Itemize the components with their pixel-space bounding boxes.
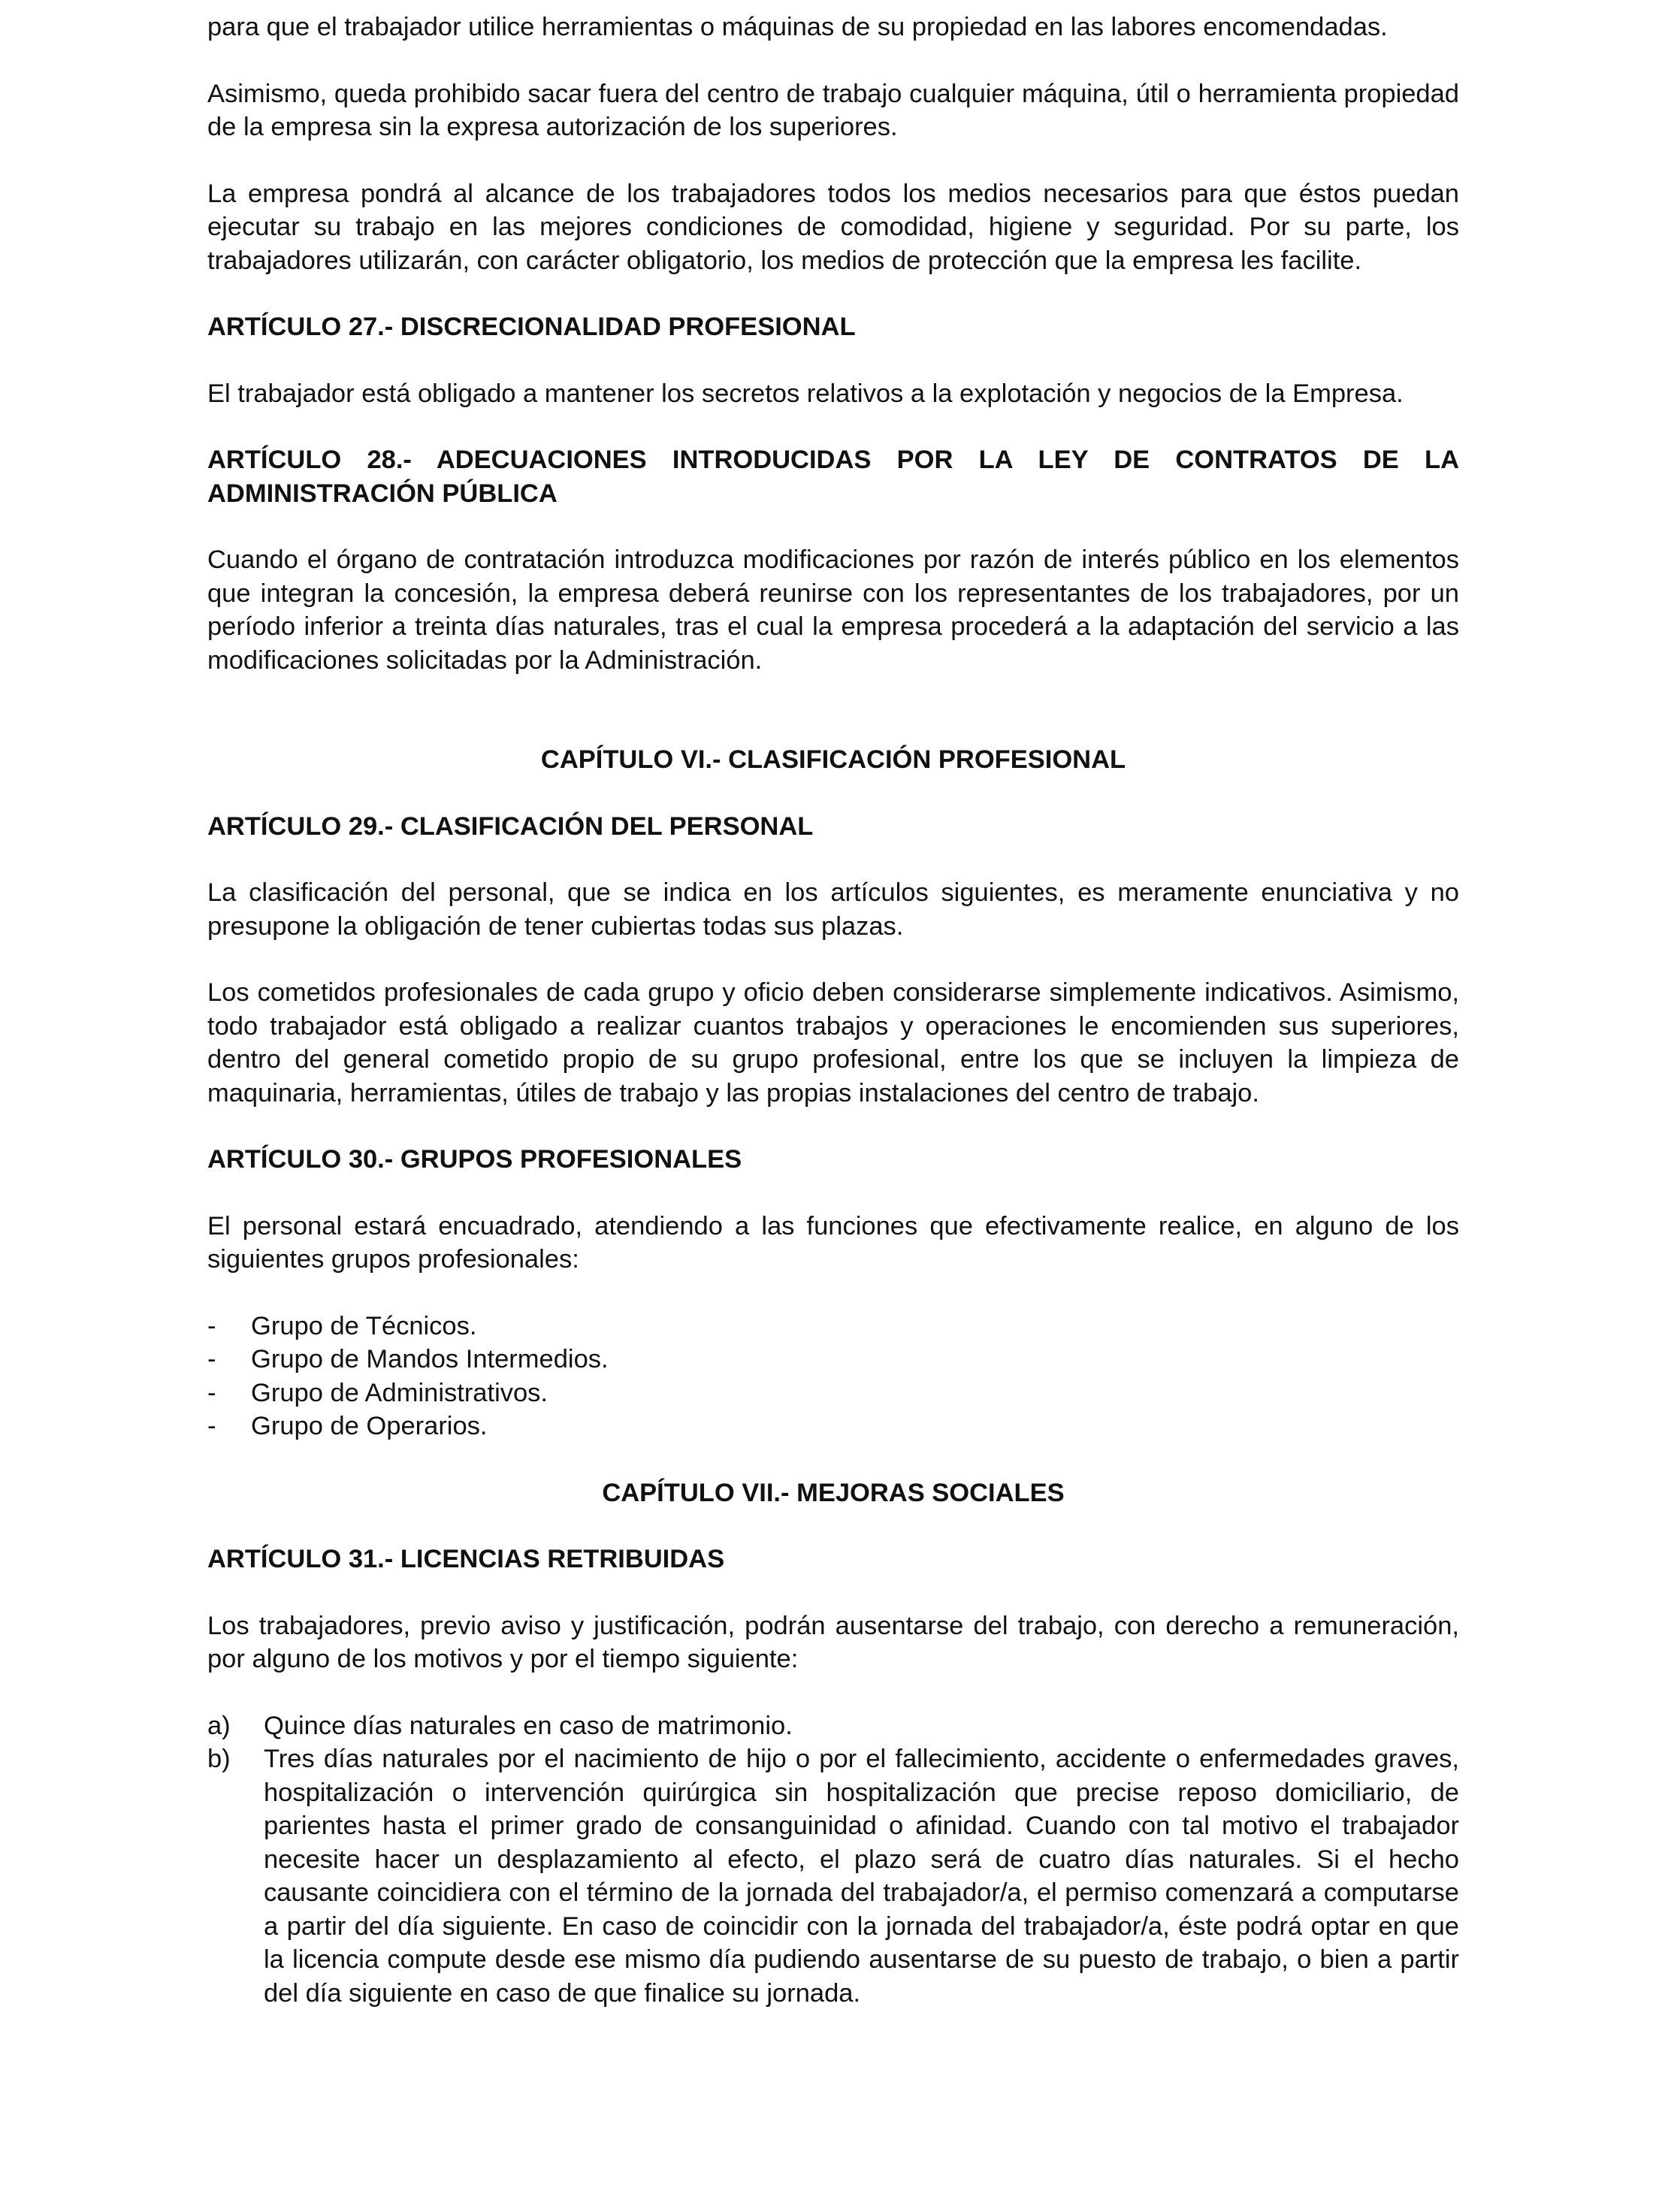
spacer — [207, 710, 1459, 743]
chapter-6-heading: CAPÍTULO VI.- CLASIFICACIÓN PROFESIONAL — [540, 745, 1126, 774]
article-31-paragraph: Los trabajadores, previo aviso y justificación, podrán ausentarse del trabajo, con derecho a remuneración, por alguno de los motivos y por el tiempo siguiente: — [207, 1611, 1459, 1673]
article-29-paragraph-2: Los cometidos profesionales de cada grupo y oficio deben considerarse simplemente indicativos. Asimismo, todo trabajador está obligado a realizar cuantos trabajos y operaciones le encomienden sus superiores, dentro del general cometido propio de su grupo profesional, entre los que se incluyen la limpieza de maquinaria, herramientas, útiles de trabajo y las propias instalaciones del centro de trabajo. — [207, 978, 1459, 1108]
paragraph-prohibition: Asimismo, queda prohibido sacar fuera del centro de trabajo cualquier máquina, útil o herramienta propiedad de la empresa sin la expresa autorización de los superiores. — [207, 79, 1459, 141]
list-item-text: Grupo de Operarios. — [251, 1412, 488, 1440]
list-item-text: Grupo de Mandos Intermedios. — [251, 1345, 609, 1373]
list-item-text: Grupo de Técnicos. — [251, 1311, 477, 1340]
dash-marker: - — [207, 1412, 216, 1440]
article-28-paragraph: Cuando el órgano de contratación introduzca modificaciones por razón de interés público en los elementos que integran la concesión, la empresa deberá reunirse con los representantes de los trabajadores, por un período inferior a treinta días naturales, tras el cual la empresa procederá a la adaptación del servicio a las modificaciones solicitadas por la Administración. — [207, 545, 1459, 675]
dash-marker: - — [207, 1378, 216, 1407]
paid-leave-list — [207, 1709, 1459, 2011]
article-27-paragraph: El trabajador está obligado a mantener los secretos relativos a la explotación y negocios de la Empresa. — [207, 379, 1404, 408]
paragraph-safety-means: La empresa pondrá al alcance de los trabajadores todos los medios necesarios para que éstos puedan ejecutar su trabajo en las mejores condiciones de comodidad, higiene y seguridad. Por su parte, los trabajadores utilizarán, con carácter obligatorio, los medios de protección que la empresa les facilite. — [207, 179, 1459, 275]
list-item — [207, 1742, 1459, 2010]
list-item-text: Tres días naturales por el nacimiento de hijo o por el fallecimiento, accidente o enfermedades graves, hospitalización o intervención quirúrgica sin hospitalización que precise reposo domiciliario, de parientes hasta el primer grado de consanguinidad o afinidad. Cuando con tal motivo el trabajador necesite hacer un desplazamiento al efecto, el plazo será de cuatro días naturales. Si el hecho causante coincidiera con el término de la jornada del trabajador/a, el permiso comenzará a computarse a partir del día siguiente. En caso de coincidir con la jornada del trabajador/a, éste podrá optar en que la licencia compute desde ese mismo día pudiendo ausentarse de su puesto de trabajo, o bien a partir del día siguiente en caso de que finalice su jornada. — [264, 1745, 1459, 2008]
article-30-heading: ARTÍCULO 30.- GRUPOS PROFESIONALES — [207, 1145, 742, 1174]
list-item — [207, 1410, 1459, 1443]
article-30-paragraph: El personal estará encuadrado, atendiendo a las funciones que efectivamente realice, en alguno de los siguientes grupos profesionales: — [207, 1211, 1459, 1274]
list-item — [207, 1709, 1459, 1743]
document-page — [207, 11, 1459, 2010]
article-29-paragraph-1: La clasificación del personal, que se indica en los artículos siguientes, es meramente enunciativa y no presupone la obligación de tener cubiertas todas sus plazas. — [207, 878, 1459, 941]
list-item — [207, 1310, 1459, 1343]
letter-marker: a) — [207, 1711, 231, 1740]
chapter-7-heading: CAPÍTULO VII.- MEJORAS SOCIALES — [602, 1478, 1065, 1507]
article-31-heading: ARTÍCULO 31.- LICENCIAS RETRIBUIDAS — [207, 1545, 725, 1573]
paragraph-tools: para que el trabajador utilice herramientas o máquinas de su propiedad en las labores encomendadas. — [207, 13, 1388, 41]
list-item — [207, 1343, 1459, 1376]
letter-marker: b) — [207, 1745, 231, 1773]
dash-marker: - — [207, 1311, 216, 1340]
article-27-heading: ARTÍCULO 27.- DISCRECIONALIDAD PROFESIONAL — [207, 313, 856, 341]
list-item — [207, 1376, 1459, 1410]
spacer — [207, 1443, 1459, 1476]
professional-groups-list — [207, 1310, 1459, 1443]
article-28-heading: ARTÍCULO 28.- ADECUACIONES INTRODUCIDAS POR LA LEY DE CONTRATOS DE LA ADMINISTRACIÓN PÚBLICA — [207, 446, 1459, 508]
article-29-heading: ARTÍCULO 29.- CLASIFICACIÓN DEL PERSONAL — [207, 811, 814, 841]
dash-marker: - — [207, 1345, 216, 1373]
list-item-text: Quince días naturales en caso de matrimonio. — [264, 1711, 793, 1740]
list-item-text: Grupo de Administrativos. — [251, 1378, 548, 1407]
